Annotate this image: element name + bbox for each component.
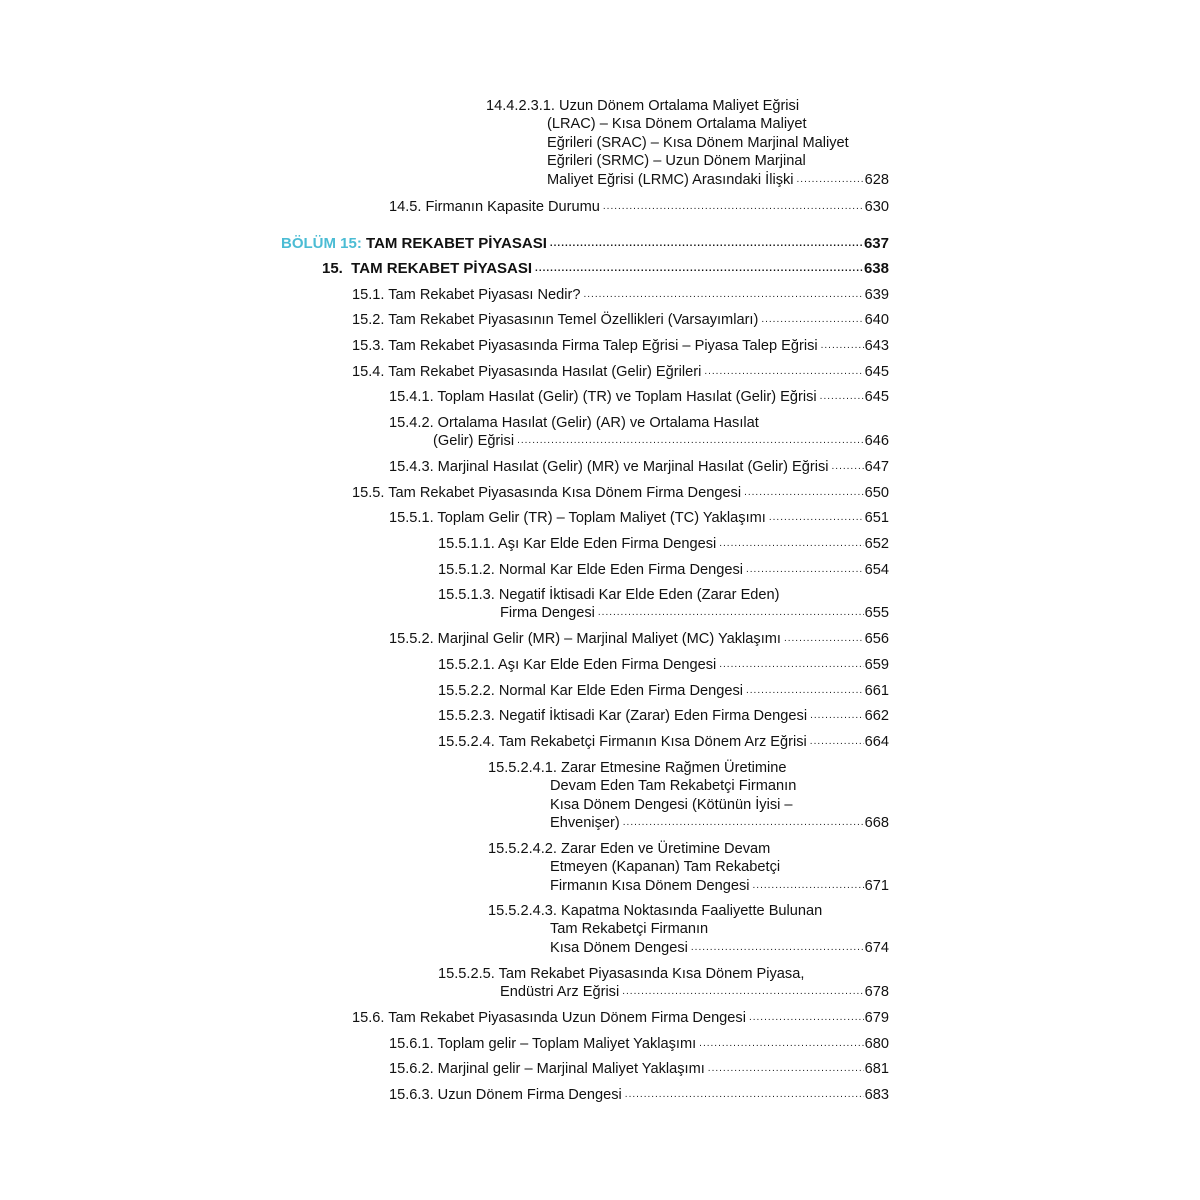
toc-entry-title: 15.5.1.1. Aşı Kar Elde Eden Firma Dengesi [438, 536, 717, 552]
toc-entry[interactable] [438, 561, 889, 579]
toc-entry[interactable] [438, 707, 889, 725]
page-number: 662 [864, 708, 889, 724]
toc-entry-title: 14.4.2.3.1. Uzun Dönem Ortalama Maliyet Eğrisi [486, 98, 800, 114]
page-number: 647 [864, 459, 889, 475]
dot-leader [719, 656, 863, 674]
page-number: 681 [864, 1061, 889, 1077]
toc-entry[interactable] [389, 630, 889, 648]
page-number: 638 [863, 260, 889, 277]
page-number: 654 [864, 562, 889, 578]
toc-entry-title: 15.5.2.4.3. Kapatma Noktasında Faaliyette Bulunan [488, 903, 823, 919]
toc-entry-title: 15.5.1.2. Normal Kar Elde Eden Firma Dengesi [438, 562, 743, 578]
page-number: 661 [864, 683, 889, 699]
page-number: 659 [864, 657, 889, 673]
page-number: 668 [864, 815, 889, 832]
toc-entry-title: 15.5.2.4.1. Zarar Etmesine Rağmen Üretimine [488, 760, 787, 776]
toc-entry[interactable] [389, 458, 889, 476]
dot-leader [699, 1035, 863, 1053]
page-number: 651 [864, 510, 889, 526]
toc-entry-title: Etmeyen (Kapanan) Tam Rekabetçi [550, 859, 781, 876]
toc-entry[interactable] [488, 759, 889, 833]
dot-leader [598, 604, 864, 622]
toc-entry-title [281, 235, 547, 253]
dot-leader [708, 1060, 864, 1078]
page-number: 646 [864, 433, 889, 450]
toc-entry-title: Kısa Dönem Dengesi [550, 939, 688, 956]
toc-entry-title: 15.4. Tam Rekabet Piyasasında Hasılat (Gelir) Eğrileri [352, 364, 702, 380]
dot-leader [603, 198, 864, 216]
toc-entry[interactable] [389, 1060, 889, 1078]
dot-leader [517, 432, 864, 450]
dot-leader [704, 363, 863, 381]
toc-entry-title: 15.5.1.3. Negatif İktisadi Kar Elde Eden (Zarar Eden) [438, 587, 780, 603]
toc-entry-title: Eğrileri (SRAC) – Kısa Dönem Marjinal Maliyet [547, 134, 849, 151]
dot-leader [625, 1086, 864, 1104]
page-number: 680 [864, 1036, 889, 1052]
dot-leader [691, 939, 864, 957]
toc-entry[interactable] [438, 586, 889, 623]
toc-entry-title: 15.5.2.4.2. Zarar Eden ve Üretimine Devam [488, 841, 771, 857]
toc-entry[interactable] [438, 965, 889, 1002]
page-number: 678 [864, 984, 889, 1001]
toc-entry-title: (LRAC) – Kısa Dönem Ortalama Maliyet [547, 116, 807, 133]
page-number: 645 [864, 389, 889, 405]
toc-entry[interactable] [389, 388, 889, 406]
page-number: 630 [864, 199, 889, 215]
toc-entry-title: 15.5.2.5. Tam Rekabet Piyasasında Kısa Dönem Piyasa, [438, 966, 805, 982]
toc-entry[interactable] [488, 840, 889, 895]
toc-entry-title: (Gelir) Eğrisi [433, 433, 515, 450]
toc-entry[interactable] [389, 509, 889, 527]
toc-entry[interactable] [322, 260, 889, 278]
toc-entry-title: 14.5. Firmanın Kapasite Durumu [389, 199, 600, 215]
toc-entry-title: 15.5. Tam Rekabet Piyasasında Kısa Dönem Firma Dengesi [352, 485, 742, 501]
toc-entry[interactable] [352, 484, 889, 502]
toc-entry-title: Maliyet Eğrisi (LRMC) Arasındaki İlişki [547, 171, 794, 188]
toc-entry-title: 15.2. Tam Rekabet Piyasasının Temel Özellikleri (Varsayımları) [352, 312, 759, 328]
page-number: 650 [864, 485, 889, 501]
toc-entry-title: 15.6.2. Marjinal gelir – Marjinal Maliyet Yaklaşımı [389, 1061, 705, 1077]
toc-entry-title: Eğrileri (SRMC) – Uzun Dönem Marjinal [547, 153, 806, 170]
toc-entry-title: 15.3. Tam Rekabet Piyasasında Firma Talep Eğrisi – Piyasa Talep Eğrisi [352, 338, 818, 354]
dot-leader [753, 877, 864, 895]
toc-entry-title: Firma Dengesi [500, 605, 595, 622]
toc-entry-title: 15.6. Tam Rekabet Piyasasında Uzun Dönem Firma Dengesi [352, 1010, 746, 1026]
toc-entry[interactable] [438, 656, 889, 674]
toc-entry[interactable] [281, 235, 889, 253]
dot-leader [784, 630, 864, 648]
toc-entry-title: 15.1. Tam Rekabet Piyasası Nedir? [352, 287, 581, 303]
dot-leader [622, 983, 863, 1001]
toc-entry-title: 15.5.2.1. Aşı Kar Elde Eden Firma Dengesi [438, 657, 717, 673]
dot-leader [832, 458, 864, 476]
toc-entry[interactable] [352, 337, 889, 355]
toc-entry-title: 15. TAM REKABET PİYASASI [322, 260, 533, 277]
toc-entry-title: 15.6.1. Toplam gelir – Toplam Maliyet Yaklaşımı [389, 1036, 697, 1052]
toc-entry[interactable] [389, 1035, 889, 1053]
toc-entry-title: 15.4.1. Toplam Hasılat (Gelir) (TR) ve Toplam Hasılat (Gelir) Eğrisi [389, 389, 817, 405]
toc-entry-title: Endüstri Arz Eğrisi [500, 984, 620, 1001]
page-number: 674 [864, 939, 889, 956]
dot-leader [746, 682, 864, 700]
toc-entry[interactable] [488, 902, 889, 957]
toc-entry[interactable] [389, 198, 889, 216]
page-number: 637 [863, 235, 889, 252]
page-number: 640 [864, 312, 889, 328]
toc-entry-title: 15.4.2. Ortalama Hasılat (Gelir) (AR) ve Ortalama Hasılat [389, 415, 759, 431]
toc-entry-title: 15.5.2.4. Tam Rekabetçi Firmanın Kısa Dönem Arz Eğrisi [438, 734, 807, 750]
toc-entry-title: Devam Eden Tam Rekabetçi Firmanın [550, 778, 797, 795]
dot-leader [761, 311, 863, 329]
chapter-label: BÖLÜM 15: [281, 235, 362, 252]
toc-entry[interactable] [352, 286, 889, 304]
dot-leader [769, 509, 864, 527]
page-number: 655 [864, 605, 889, 622]
toc-entry[interactable] [389, 414, 889, 451]
toc-entry[interactable] [486, 97, 889, 189]
toc-entry-title: Kısa Dönem Dengesi (Kötünün İyisi – [550, 796, 793, 813]
toc-entry[interactable] [438, 535, 889, 553]
dot-leader [820, 388, 864, 406]
toc-entry-title: 15.6.3. Uzun Dönem Firma Dengesi [389, 1087, 622, 1103]
dot-leader [550, 235, 863, 253]
toc-entry[interactable] [352, 363, 889, 381]
dot-leader [821, 337, 864, 355]
dot-leader [810, 707, 864, 725]
dot-leader [623, 814, 864, 832]
dot-leader [749, 1009, 864, 1027]
toc-entry-title: 15.5.1. Toplam Gelir (TR) – Toplam Maliyet (TC) Yaklaşımı [389, 510, 766, 526]
dot-leader [535, 260, 863, 278]
page-number: 683 [864, 1087, 889, 1103]
page-number: 628 [864, 171, 889, 188]
toc-entry-title: 15.5.2. Marjinal Gelir (MR) – Marjinal Maliyet (MC) Yaklaşımı [389, 631, 781, 647]
toc-entry[interactable] [352, 311, 889, 329]
toc-entry-title: Tam Rekabetçi Firmanın [550, 921, 709, 938]
toc-entry[interactable] [352, 1009, 889, 1027]
toc-entry-title: Ehvenişer) [550, 815, 620, 832]
page-number: 639 [864, 287, 889, 303]
dot-leader [744, 484, 864, 502]
page-number: 652 [864, 536, 889, 552]
toc-entry[interactable] [438, 733, 889, 751]
toc-entry-title: 15.5.2.2. Normal Kar Elde Eden Firma Dengesi [438, 683, 743, 699]
toc-entry-title: Firmanın Kısa Dönem Dengesi [550, 877, 750, 894]
page-number: 643 [864, 338, 889, 354]
dot-leader [746, 561, 864, 579]
dot-leader [583, 286, 863, 304]
toc-entry[interactable] [389, 1086, 889, 1104]
page-number: 671 [864, 877, 889, 894]
chapter-title: TAM REKABET PİYASASI [366, 235, 547, 252]
toc-entry[interactable] [438, 682, 889, 700]
dot-leader [719, 535, 863, 553]
page-number: 664 [864, 734, 889, 750]
page-number: 656 [864, 631, 889, 647]
dot-leader [810, 733, 864, 751]
toc-entry-title: 15.4.3. Marjinal Hasılat (Gelir) (MR) ve Marjinal Hasılat (Gelir) Eğrisi [389, 459, 829, 475]
page-number: 645 [864, 364, 889, 380]
toc-entry-title: 15.5.2.3. Negatif İktisadi Kar (Zarar) Eden Firma Dengesi [438, 708, 808, 724]
dot-leader [797, 171, 864, 189]
page-number: 679 [864, 1010, 889, 1026]
